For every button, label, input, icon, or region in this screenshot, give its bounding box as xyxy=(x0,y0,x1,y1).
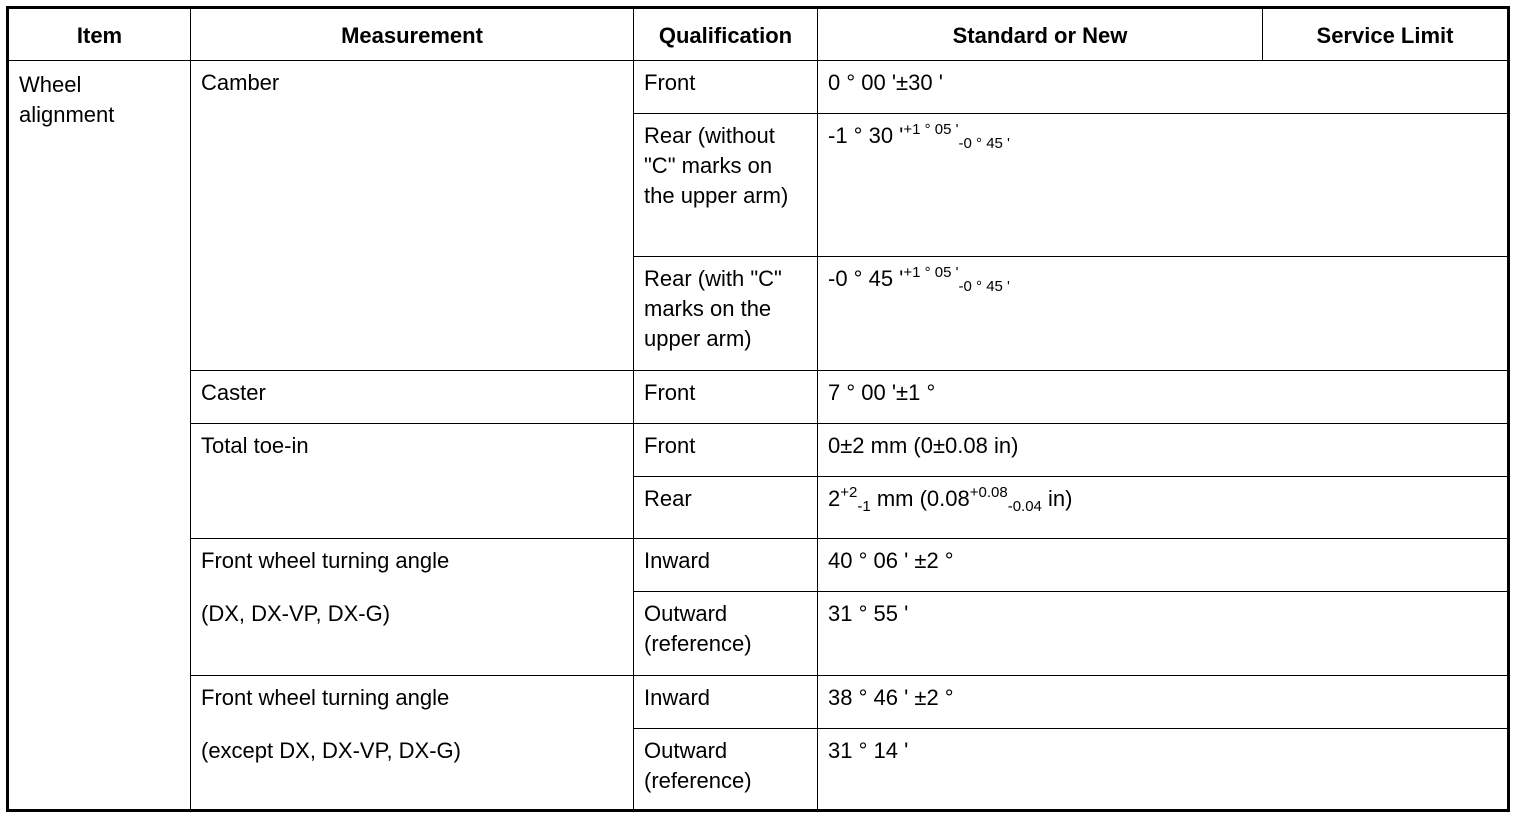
measurement-camber: Camber xyxy=(191,61,634,371)
standard-value xyxy=(818,114,1509,257)
tolerance-lower: -0 ° 45 ' xyxy=(958,278,1010,295)
measurement-label: Front wheel turning angle xyxy=(201,685,450,710)
item-cell xyxy=(8,61,191,811)
item-line-2: alignment xyxy=(19,102,115,127)
measurement-sublabel: (except DX, DX-VP, DX-G) xyxy=(201,738,461,763)
standard-value: 31 ° 14 ' xyxy=(818,729,1509,811)
qualification-cell: Outward (reference) xyxy=(634,729,818,811)
measurement-sublabel: (DX, DX-VP, DX-G) xyxy=(201,601,391,626)
qualification-cell: Inward xyxy=(634,539,818,592)
measurement-turning-angle-dx xyxy=(191,539,634,676)
measurement-label: Front wheel turning angle xyxy=(201,548,450,573)
header-measurement: Measurement xyxy=(191,8,634,61)
measurement-toe-in: Total toe-in xyxy=(191,424,634,539)
value-base: 2 xyxy=(828,486,841,511)
tolerance-lower-in: -0.04 xyxy=(1007,498,1042,515)
measurement-caster: Caster xyxy=(191,371,634,424)
header-standard: Standard or New xyxy=(818,8,1263,61)
qualification-cell: Front xyxy=(634,371,818,424)
value-mid: mm (0.08 xyxy=(870,486,970,511)
standard-value: 38 ° 46 ' ±2 ° xyxy=(818,676,1509,729)
header-service-limit: Service Limit xyxy=(1263,8,1509,61)
header-item: Item xyxy=(8,8,191,61)
table-row xyxy=(8,424,1509,477)
tolerance-upper: +1 ° 05 ' xyxy=(903,264,959,281)
qualification-cell: Front xyxy=(634,424,818,477)
standard-value xyxy=(818,257,1509,371)
item-line-1: Wheel xyxy=(19,72,82,97)
wheel-alignment-spec-table xyxy=(6,6,1510,812)
qualification-cell: Rear xyxy=(634,477,818,539)
qualification-cell: Front xyxy=(634,61,818,114)
value-end: in) xyxy=(1041,486,1073,511)
header-qualification: Qualification xyxy=(634,8,818,61)
table-row xyxy=(8,539,1509,592)
tolerance-upper-in: +0.08 xyxy=(969,484,1008,501)
qualification-cell: Rear (with "C" marks on the upper arm) xyxy=(634,257,818,371)
qualification-cell: Rear (without "C" marks on the upper arm) xyxy=(634,114,818,257)
standard-value: 40 ° 06 ' ±2 ° xyxy=(818,539,1509,592)
value-base: -0 ° 45 ' xyxy=(828,266,904,291)
value-base: -1 ° 30 ' xyxy=(828,123,904,148)
tolerance-upper: +2 xyxy=(840,484,858,501)
standard-value xyxy=(818,477,1509,539)
table-row xyxy=(8,371,1509,424)
tolerance-lower: -1 xyxy=(857,498,871,515)
qualification-cell: Inward xyxy=(634,676,818,729)
standard-value: 7 ° 00 '±1 ° xyxy=(818,371,1509,424)
standard-value: 0±2 mm (0±0.08 in) xyxy=(818,424,1509,477)
table-row xyxy=(8,61,1509,114)
table-row xyxy=(8,676,1509,729)
tolerance-lower: -0 ° 45 ' xyxy=(958,135,1010,152)
standard-value: 0 ° 00 '±30 ' xyxy=(818,61,1509,114)
standard-value: 31 ° 55 ' xyxy=(818,592,1509,676)
tolerance-upper: +1 ° 05 ' xyxy=(903,121,959,138)
qualification-cell: Outward (reference) xyxy=(634,592,818,676)
header-row xyxy=(8,8,1509,61)
measurement-turning-angle-other xyxy=(191,676,634,811)
